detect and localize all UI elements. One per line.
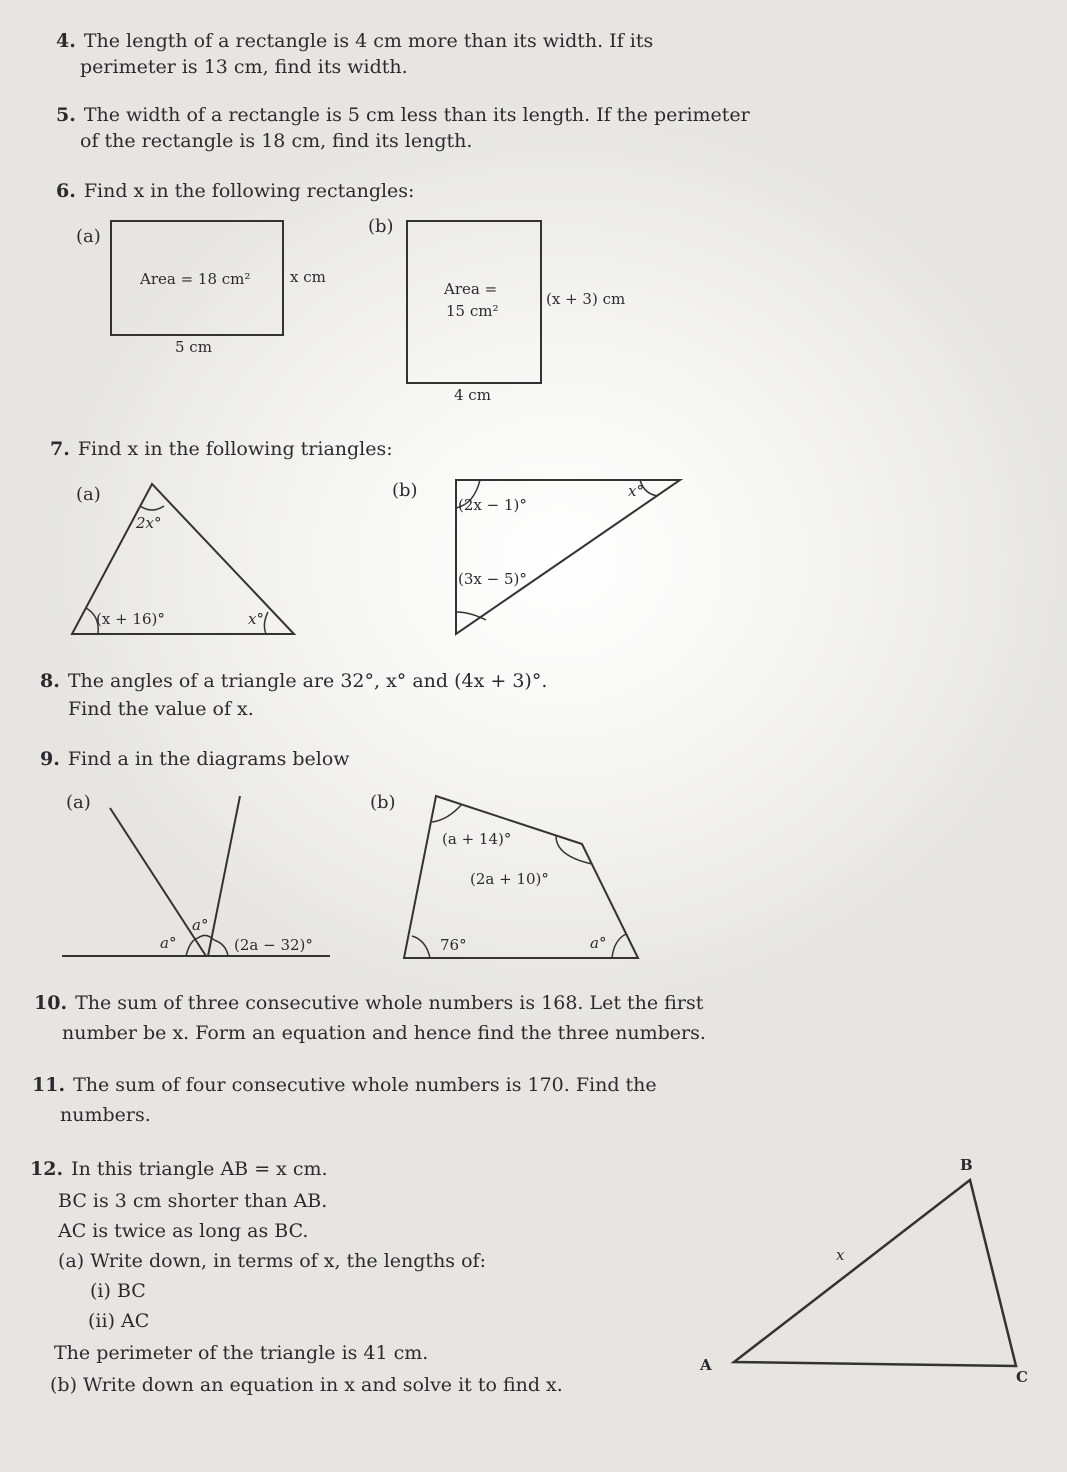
q6a-label: (a) xyxy=(76,226,101,247)
q6a-bottom: 5 cm xyxy=(175,338,212,356)
q8-number: 8. xyxy=(40,670,60,692)
q9-line xyxy=(40,746,350,772)
q12-line4: (a) Write down, in terms of x, the lengths of: xyxy=(58,1250,486,1272)
q12-line3: AC is twice as long as BC. xyxy=(58,1220,309,1242)
q8-line1 xyxy=(40,668,547,694)
q9b-bottom-right-angle: a° xyxy=(590,934,607,952)
q9a-left-angle: a° xyxy=(160,934,177,952)
q6b-area2: 15 cm² xyxy=(446,302,499,320)
q7a-top-arc xyxy=(140,506,164,510)
q7b-top-angle: (2x − 1)° xyxy=(458,496,527,514)
q12-line6: (ii) AC xyxy=(88,1310,150,1332)
q7b-label: (b) xyxy=(392,480,418,501)
q4-line2: perimeter is 13 cm, find its width. xyxy=(80,56,408,78)
q9b-bottom-right-arc xyxy=(612,934,626,958)
q9b-label: (b) xyxy=(370,792,396,813)
q12-triangle xyxy=(734,1180,1016,1366)
q4-text1: The length of a rectangle is 4 cm more than its width. If its xyxy=(83,30,654,52)
q9-text: Find a in the diagrams below xyxy=(67,748,350,770)
q9b-top-arc xyxy=(432,804,462,822)
q9b-bottom-left-angle: 76° xyxy=(440,936,467,954)
q7-number: 7. xyxy=(50,438,70,460)
q6a-side: x cm xyxy=(290,268,326,286)
q8-line2: Find the value of x. xyxy=(68,698,254,720)
q7a-label: (a) xyxy=(76,484,101,505)
q9b-top-angle: (a + 14)° xyxy=(442,830,512,848)
q9b-right-top-angle: (2a + 10)° xyxy=(470,870,549,888)
q5-text1: The width of a rectangle is 5 cm less than its length. If the perimeter xyxy=(83,104,750,126)
q12-line5: (i) BC xyxy=(90,1280,146,1302)
q12-line1 xyxy=(30,1156,328,1182)
q7a-right-arc xyxy=(264,612,268,634)
q4-number: 4. xyxy=(56,30,76,52)
q7-text: Find x in the following triangles: xyxy=(77,438,393,460)
q10-line2: number be x. Form an equation and hence find the three numbers. xyxy=(62,1022,706,1044)
q9a-label: (a) xyxy=(66,792,91,813)
q9a-right-arc xyxy=(214,940,228,956)
q9a-mid-angle: a° xyxy=(192,916,209,934)
q9-number: 9. xyxy=(40,748,60,770)
q6b-area1: Area = xyxy=(444,280,498,298)
q11-line1 xyxy=(32,1072,657,1098)
q7a-right-angle: x° xyxy=(248,610,264,628)
q10-number: 10. xyxy=(34,992,68,1014)
q6b-side: (x + 3) cm xyxy=(546,290,626,308)
q7a-top-angle: 2x° xyxy=(136,514,162,532)
q11-line2: numbers. xyxy=(60,1104,151,1126)
q7b-bottom-angle: (3x − 5)° xyxy=(458,570,527,588)
q10-line1 xyxy=(34,990,703,1016)
q8-text1: The angles of a triangle are 32°, x° and (4x + 3)°. xyxy=(67,670,548,692)
q9a-right-angle: (2a − 32)° xyxy=(234,936,313,954)
q6-number: 6. xyxy=(56,180,76,202)
q5-number: 5. xyxy=(56,104,76,126)
q12-line7: The perimeter of the triangle is 41 cm. xyxy=(54,1342,429,1364)
q6b-bottom: 4 cm xyxy=(454,386,491,404)
q6a-area: Area = 18 cm² xyxy=(140,270,251,288)
q6b-label: (b) xyxy=(368,216,394,237)
q7a-left-angle: (x + 16)° xyxy=(96,610,165,628)
q12-side-x: x xyxy=(836,1246,845,1264)
q11-text1: The sum of four consecutive whole numbers is 170. Find the xyxy=(73,1074,657,1096)
q12-vertex-a: A xyxy=(700,1356,712,1374)
q9a-right-ray xyxy=(208,796,240,956)
q12-line2: BC is 3 cm shorter than AB. xyxy=(58,1190,328,1212)
q9b-bottom-left-arc xyxy=(412,936,430,958)
q5-line2: of the rectangle is 18 cm, find its length. xyxy=(80,130,473,152)
q7b-right-angle: x° xyxy=(628,482,644,500)
q6-text: Find x in the following rectangles: xyxy=(83,180,415,202)
q12-vertex-b: B xyxy=(960,1156,973,1174)
q12-line8: (b) Write down an equation in x and solve it to find x. xyxy=(50,1374,563,1396)
q11-number: 11. xyxy=(32,1074,66,1096)
q12-vertex-c: C xyxy=(1016,1368,1028,1386)
q9b-right-top-arc xyxy=(556,836,592,864)
q10-text1: The sum of three consecutive whole numbers is 168. Let the first xyxy=(75,992,704,1014)
q12-text1: In this triangle AB = x cm. xyxy=(71,1158,328,1180)
q12-number: 12. xyxy=(30,1158,64,1180)
